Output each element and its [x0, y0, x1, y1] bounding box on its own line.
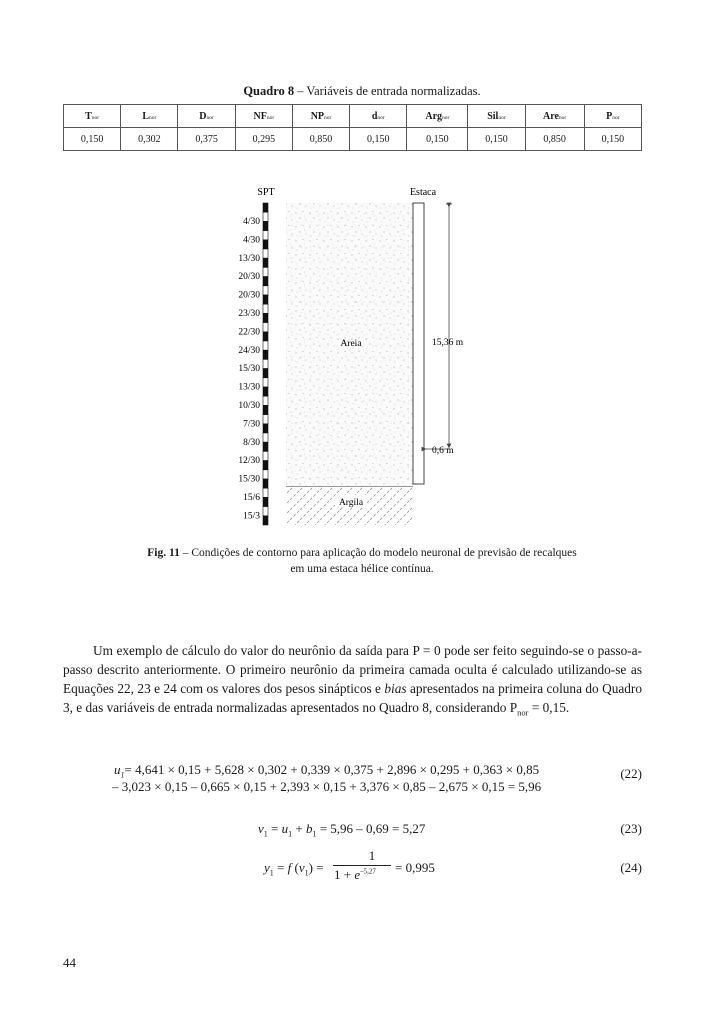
equation-23-number: (23) — [620, 821, 642, 836]
equation-22-number: (22) — [620, 766, 642, 781]
areia-label: Areia — [340, 339, 362, 349]
spt-segment — [263, 267, 268, 276]
argila-label: Argila — [338, 498, 364, 508]
header-d: Dnor — [178, 105, 235, 128]
table-cell: 0,295 — [235, 128, 292, 151]
table-cell: 0,150 — [407, 128, 468, 151]
spt-segment — [263, 405, 268, 414]
spt-segment — [263, 221, 268, 230]
spt-value: 24/30 — [238, 345, 260, 356]
equation-22-line1: $u_1= 4,641 \times 0,15 + 5,628 \times 0,302 + 0,339 \times 0,375 + 2,896 \times 0,295 + 0,363 \times 0,85$ — [114, 762, 540, 780]
estaca-label: Estaca — [409, 187, 437, 198]
figure-caption-line1: – Condições de contorno para aplicação do modelo neuronal de previsão de recalques — [179, 547, 577, 559]
table-cell: 0,302 — [121, 128, 178, 151]
figure-caption-line2: em uma estaca hélice contínua. — [290, 563, 434, 575]
header-l: Lnor — [121, 105, 178, 128]
spt-value: 15/30 — [238, 364, 260, 375]
spt-segment — [263, 332, 268, 341]
spt-segment — [263, 249, 268, 258]
spt-value: 20/30 — [238, 272, 260, 283]
spt-segment — [263, 286, 268, 295]
spt-segment — [263, 231, 268, 240]
equation-22-line2: – 3,023 × 0,15 – 0,665 × 0,15 + 2,393 × 0,15 + 3,376 × 0,85 – 2,675 × 0,15 = 5,96 — [112, 779, 542, 794]
table-cell: 0,850 — [292, 128, 349, 151]
header-sil: Silnor — [468, 105, 525, 128]
header-arg: Argnor — [407, 105, 468, 128]
page-number: 44 — [63, 955, 76, 970]
table-caption-label: Quadro 8 — [243, 84, 295, 98]
spt-value: 13/30 — [238, 253, 260, 264]
spt-value: 7/30 — [243, 419, 260, 430]
spt-segment — [263, 359, 268, 368]
spt-segment — [263, 507, 268, 516]
figure-caption — [0, 545, 724, 577]
spt-value: 23/30 — [238, 309, 260, 319]
header-are: Arenor — [525, 105, 584, 128]
spt-segment — [263, 258, 268, 267]
spt-column — [263, 203, 268, 525]
spt-segment — [263, 203, 268, 212]
header-np: NPnor — [292, 105, 349, 128]
dimension-short-label: 0,6 m — [432, 446, 454, 456]
spt-segment — [263, 295, 268, 304]
spt-segment — [263, 461, 268, 470]
spt-value: 15/3 — [243, 511, 260, 522]
table-cell: 0,375 — [178, 128, 235, 151]
table-cell: 0,150 — [350, 128, 407, 151]
equation-24-exponent: –5,27 — [360, 867, 376, 876]
table-header-row — [64, 105, 642, 128]
dimension-long-label: 15,36 m — [432, 338, 464, 348]
spt-segment — [263, 479, 268, 488]
spt-value: 8/30 — [243, 437, 260, 448]
spt-value: 15/30 — [238, 474, 260, 485]
spt-label: SPT — [257, 187, 275, 198]
spt-segment — [263, 369, 268, 378]
spt-segment — [263, 396, 268, 405]
equation-24-result: = 0,995 — [395, 860, 435, 875]
table-cell: 0,850 — [525, 128, 584, 151]
soil-profile-figure — [0, 180, 724, 530]
spt-segment — [263, 451, 268, 460]
spt-segment — [263, 378, 268, 387]
spt-segment — [263, 341, 268, 350]
body-paragraph: Um exemplo de cálculo do valor do neurônio da saída para P = 0 pode ser feito seguindo-se o passo-a-passo descrito anteriormente. O primeiro neurônio da primeira camada oculta é calculado utilizando-se as Equações 22, 23 e 24 com os valores dos pesos sinápticos e bias apresentados na primeira coluna do Quadro 3, e das variáveis de entrada normalizadas apresentados no Quadro 8, considerando $P_{nor} = 0,15$. — [63, 643, 642, 718]
spt-values — [238, 217, 260, 521]
spt-segment — [263, 212, 268, 221]
equation-24-number: (24) — [620, 860, 642, 875]
spt-segment — [263, 497, 268, 506]
spt-segment — [263, 387, 268, 396]
spt-value: 20/30 — [238, 290, 260, 301]
figure-caption-label: Fig. 11 — [147, 547, 180, 559]
spt-segment — [263, 277, 268, 286]
spt-value: 22/30 — [238, 327, 260, 338]
spt-segment — [263, 313, 268, 322]
header-t: Tnor — [64, 105, 121, 128]
spt-value: 4/30 — [243, 217, 260, 227]
equation-23: $v_1 = u_1 + b_1 = 5,96 - 0,69 = 5,27$ — [258, 821, 426, 839]
table-cell: 0,150 — [584, 128, 641, 151]
spt-segment — [263, 415, 268, 424]
spt-value: 12/30 — [238, 456, 260, 467]
table-cell: 0,150 — [468, 128, 525, 151]
spt-segment — [263, 240, 268, 249]
pile — [413, 203, 424, 484]
spt-segment — [263, 304, 268, 313]
spt-segment — [263, 433, 268, 442]
spt-segment — [263, 350, 268, 359]
table-cell: 0,150 — [64, 128, 121, 151]
header-p: Pnor — [584, 105, 641, 128]
spt-segment — [263, 424, 268, 433]
equation-24-numerator: 1 — [368, 848, 376, 863]
spt-value: 13/30 — [238, 382, 260, 393]
equation-24: $y_1 = f$ $(v_1)$ = 1 $1 + e^{-5,27}$ = 0,995 — [264, 848, 435, 882]
header-nf: NFnor — [235, 105, 292, 128]
variables-table — [63, 104, 642, 151]
spt-segment — [263, 442, 268, 451]
spt-value: 10/30 — [238, 401, 260, 411]
spt-segment — [263, 516, 268, 525]
table-caption-text: – Variáveis de entrada normalizadas. — [294, 84, 481, 98]
spt-segment — [263, 488, 268, 497]
header-d-small: dnor — [350, 105, 407, 128]
table-caption — [0, 84, 724, 99]
table-row — [64, 128, 642, 151]
spt-value: 15/6 — [243, 493, 260, 503]
spt-segment — [263, 323, 268, 332]
spt-value: 4/30 — [243, 235, 260, 246]
spt-segment — [263, 470, 268, 479]
